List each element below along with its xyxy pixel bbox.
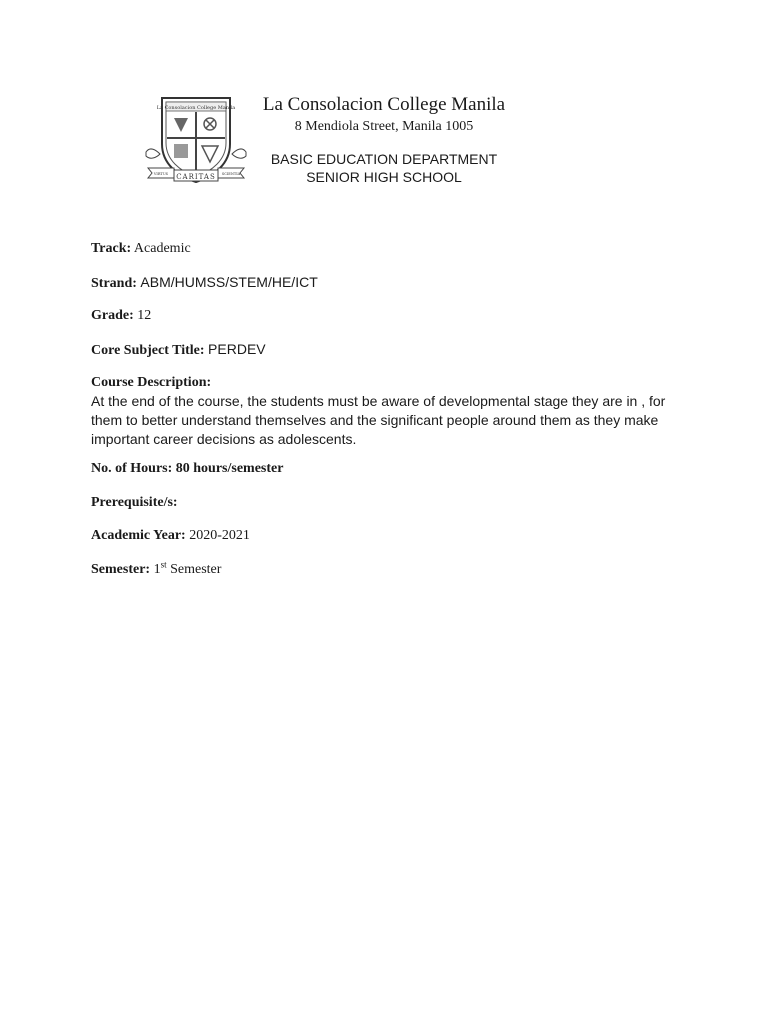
- prerequisites-field: [91, 494, 178, 512]
- core-subject-field: [91, 340, 266, 360]
- prerequisites-label: Prerequisite/s:: [91, 495, 178, 510]
- semester-number: 1: [153, 562, 161, 577]
- svg-text:La Consolacion College Manila: La Consolacion College Manila: [156, 105, 236, 111]
- strand-label: Strand:: [91, 276, 137, 291]
- svg-text:VIRTUS: VIRTUS: [153, 172, 169, 176]
- core-subject-label: Core Subject Title:: [91, 343, 205, 358]
- academic-year-field: [91, 527, 250, 545]
- grade-value: 12: [137, 308, 152, 323]
- track-value: Academic: [133, 241, 191, 256]
- course-description-text: At the end of the course, the students must be aware of developmental stage they are in , for them to better understand themselves and the significant people around them as they make important career decisions as adolescents.: [91, 393, 666, 447]
- letterhead: [250, 94, 518, 186]
- hours-label: No. of Hours: 80 hours/semester: [91, 461, 284, 476]
- grade-field: [91, 307, 151, 325]
- course-description-field: [91, 374, 211, 392]
- core-subject-value: PERDEV: [208, 341, 266, 357]
- school-address: 8 Mendiola Street, Manila 1005: [294, 119, 474, 134]
- hours-field: [91, 460, 283, 478]
- svg-text:CARITAS: CARITAS: [176, 173, 216, 181]
- unit-name: SENIOR HIGH SCHOOL: [306, 169, 462, 185]
- school-name: La Consolacion College Manila: [262, 94, 506, 115]
- semester-value: Semester: [170, 562, 222, 577]
- academic-year-label: Academic Year:: [91, 528, 186, 543]
- semester-field: [91, 561, 221, 579]
- semester-label: Semester:: [91, 562, 151, 577]
- semester-ordinal: st: [160, 559, 167, 570]
- department-name: BASIC EDUCATION DEPARTMENT: [270, 151, 498, 167]
- course-description-label: Course Description:: [91, 375, 212, 390]
- strand-value: ABM/HUMSS/STEM/HE/ICT: [140, 274, 318, 290]
- track-field: [91, 240, 191, 258]
- svg-text:SCIENTIA: SCIENTIA: [221, 172, 241, 176]
- school-seal-logo: [144, 94, 248, 186]
- strand-field: [91, 273, 318, 293]
- academic-year-value: 2020-2021: [189, 528, 250, 543]
- grade-label: Grade:: [91, 308, 134, 323]
- track-label: Track:: [91, 241, 132, 256]
